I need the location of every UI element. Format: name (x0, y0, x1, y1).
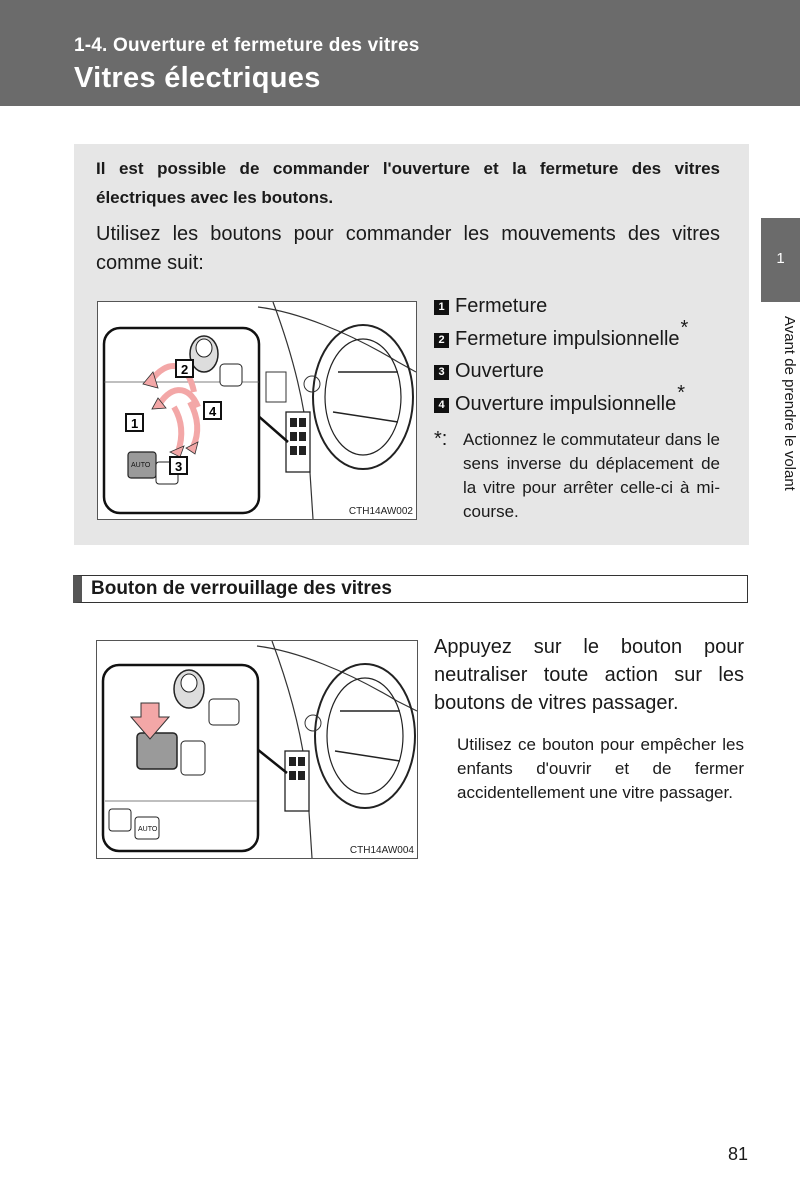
legend-label: Ouverture (455, 360, 544, 382)
intro-text: Utilisez les boutons pour commander les mouvements des vitres comme suit: (96, 223, 720, 274)
lock-description: Appuyez sur le bouton pour neutraliser toute action sur les boutons de vitres passager. (434, 636, 744, 714)
footnote-mark: *: (434, 428, 448, 450)
auto-button-label: AUTO (138, 826, 158, 833)
legend-label: Fermeture (455, 295, 548, 317)
footnote-text: Actionnez le commutateur dans le sens inverse du déplacement de la vitre pour arrêter celle-ci à mi-course. (463, 430, 720, 521)
callout-1 (126, 414, 143, 431)
legend-item (434, 295, 722, 328)
figure-code: CTH14AW002 (348, 506, 413, 517)
svg-text:1: 1 (131, 416, 139, 431)
lock-note: Utilisez ce bouton pour empêcher les enfants d'ouvrir et de fermer accidentellement une vitre passager. (457, 735, 744, 802)
legend-item: 2 Fermeture impulsionnelle * (434, 328, 722, 361)
intro-box (74, 144, 749, 545)
figure-code: CTH14AW004 (349, 845, 414, 856)
intro-bold-text: Il est possible de commander l'ouverture et la fermeture des vitres électriques avec les boutons. (96, 159, 720, 207)
legend-label: Fermeture impulsionnelle (455, 327, 680, 350)
page-number: 81 (728, 1144, 749, 1164)
chapter-label: Avant de prendre le volant (781, 316, 798, 491)
window-switch-drawing (98, 302, 416, 519)
legend-number: 1 (434, 300, 449, 315)
callout-3 (170, 457, 187, 474)
section-heading (73, 575, 748, 603)
section-heading-text: Bouton de verrouillage des vitres (91, 578, 392, 599)
window-lock-illustration (96, 640, 418, 859)
footnote (434, 428, 722, 524)
callout-2 (176, 360, 193, 377)
svg-text:3: 3 (175, 459, 183, 474)
chapter-number: 1 (776, 250, 785, 267)
legend (434, 295, 722, 524)
window-switch-illustration (97, 301, 417, 520)
legend-label: Ouverture impulsionnelle (455, 392, 677, 415)
legend-number: 4 (434, 398, 449, 413)
svg-text:2: 2 (181, 362, 189, 377)
legend-number: 3 (434, 365, 449, 380)
legend-number: 2 (434, 333, 449, 348)
page-title: Vitres électriques (74, 62, 321, 94)
callout-4 (204, 402, 221, 419)
legend-item: 4 Ouverture impulsionnelle * (434, 393, 722, 426)
chapter-tab (761, 218, 800, 302)
window-lock-drawing (97, 641, 417, 858)
page-header (0, 0, 800, 106)
section-label: 1-4. Ouverture et fermeture des vitres (74, 35, 420, 56)
svg-text:4: 4 (209, 404, 217, 419)
auto-button-label: AUTO (131, 462, 151, 469)
